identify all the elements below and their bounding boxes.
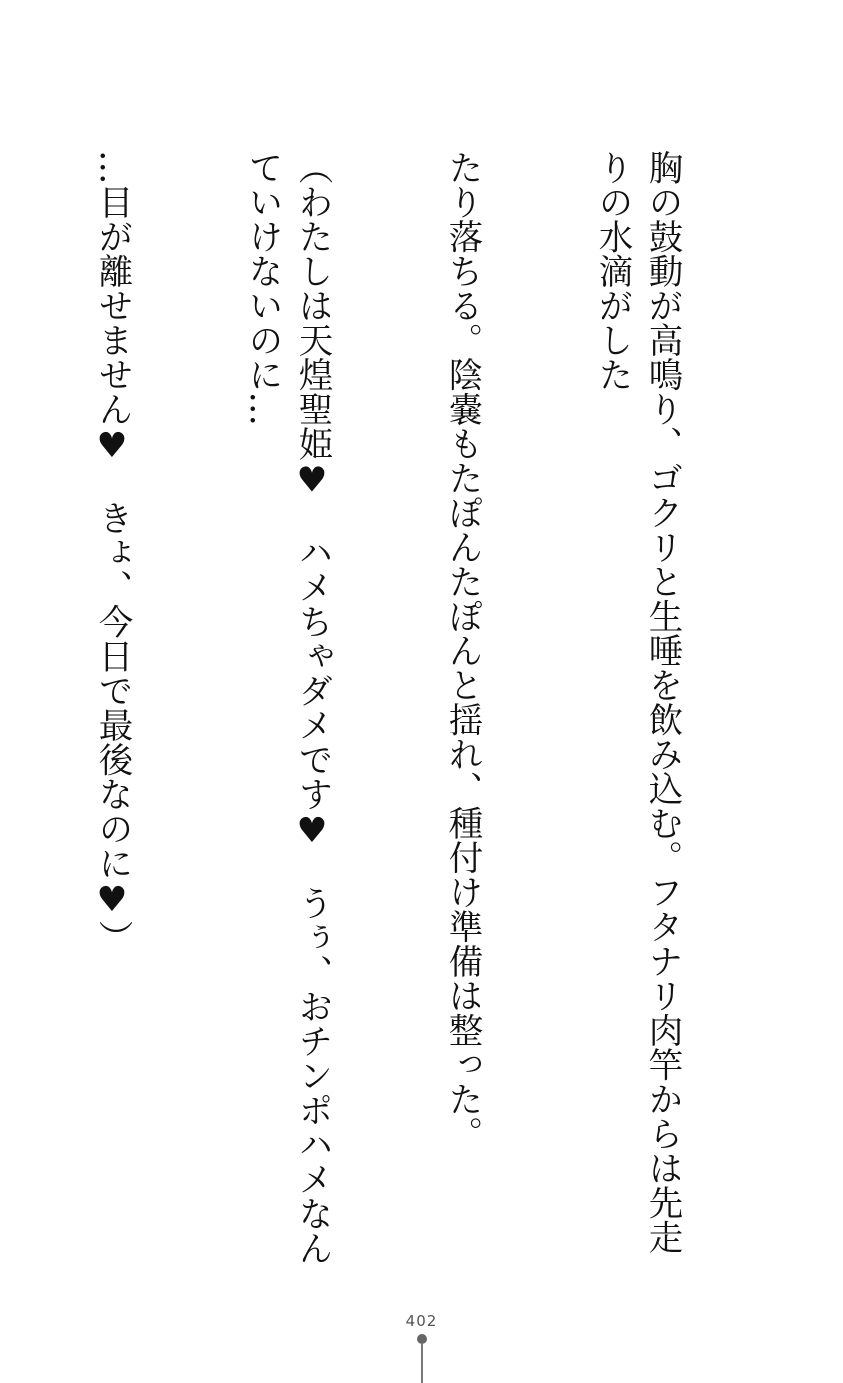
- ornament-line: [421, 1343, 423, 1383]
- text-line-1: 胸の鼓動が高鳴り、ゴクリと生唾を飲み込む。フタナリ肉竿からは先走りの水滴がした: [592, 150, 682, 1254]
- text-line-3: （わたしは天煌聖姫♥ ハメちゃダメです♥ うぅ、おチンポハメなんていけないのに…: [242, 150, 332, 1265]
- vertical-text-body: [57, 150, 787, 1280]
- text-line-4: …目が離せません♥ きょ、今日で最後なのに♥）: [92, 150, 132, 955]
- text-line-2: たり落ちる。陰嚢もたぽんたぽんと揺れ、種付け準備は整った。: [442, 150, 482, 1151]
- page-ornament: [416, 1334, 428, 1378]
- page-number: 402: [405, 1312, 438, 1330]
